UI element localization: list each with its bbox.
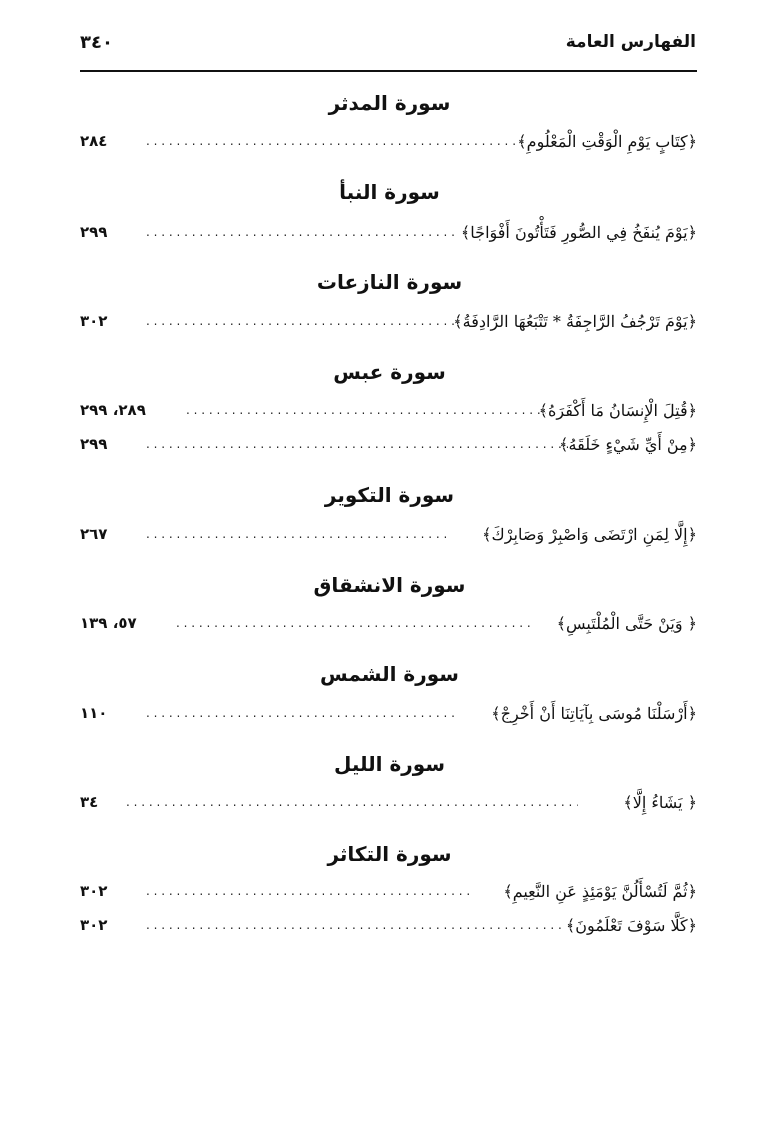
- verse-text: ﴿ يَشَاءُ إِلَّا﴾: [623, 793, 697, 812]
- index-entry: [80, 702, 697, 730]
- index-entry: [80, 791, 697, 819]
- index-entry: [80, 612, 697, 640]
- page-reference: ٢٨٤: [80, 132, 108, 150]
- index-entry: [80, 399, 697, 427]
- surah-title: سورة الشمس: [320, 662, 459, 686]
- dot-leader: [126, 791, 578, 815]
- dot-leader: [176, 612, 532, 636]
- verse-text: ﴿مِنْ أَيِّ شَيْءٍ خَلَقَهُ﴾: [559, 435, 697, 454]
- dot-leader: [146, 914, 562, 938]
- dot-leader: [146, 880, 470, 904]
- page-reference: ٣٠٢: [80, 312, 108, 330]
- index-entry: [80, 523, 697, 551]
- verse-text: ﴿ وَيَنْ حَتَّى الْمُلْتَبِسِ﴾: [556, 614, 697, 633]
- dot-leader: [146, 310, 456, 334]
- page-reference: ٣٤: [80, 793, 99, 811]
- dot-leader: [146, 433, 568, 457]
- surah-title: سورة التكوير: [324, 483, 455, 507]
- page-reference: ٣٠٢: [80, 882, 108, 900]
- index-entry: [80, 221, 697, 249]
- verse-text: ﴿ثُمَّ لَتُسْأَلُنَّ يَوْمَئِذٍ عَنِ النَّعِيمِ﴾: [503, 882, 697, 901]
- index-entry: [80, 914, 697, 942]
- page-reference: ٢٨٩، ٢٩٩: [80, 401, 146, 419]
- verse-text: ﴿يَوْمَ تَرْجُفُ الرَّاجِفَةُ * تَتْبَعُهَا الرَّادِفَةُ﴾: [453, 312, 697, 331]
- verse-text: ﴿كِتَابٍ يَوْمِ الْوَقْتِ الْمَعْلُومِ﴾: [517, 132, 697, 151]
- page-reference: ٢٩٩: [80, 223, 108, 241]
- surah-title: سورة النازعات: [316, 270, 463, 294]
- page-reference: ٢٦٧: [80, 525, 108, 543]
- page-number: ٣٤٠: [80, 32, 113, 53]
- verse-text: ﴿يَوْمَ يُنفَخُ فِي الصُّورِ فَتَأْتُونَ أَفْوَاجًا﴾: [460, 223, 697, 242]
- page-reference: ٣٠٢: [80, 916, 108, 934]
- verse-text: ﴿قُتِلَ الْإِنسَانُ مَا أَكْفَرَهُ﴾: [538, 401, 697, 420]
- verse-text: ﴿كَلَّا سَوْفَ تَعْلَمُونَ﴾: [565, 916, 697, 935]
- dot-leader: [146, 130, 520, 154]
- dot-leader: [146, 221, 456, 245]
- surah-title: سورة الانشقاق: [313, 573, 466, 597]
- surah-title: سورة التكاثر: [327, 842, 452, 866]
- running-header: [80, 28, 696, 62]
- surah-title: سورة النبأ: [339, 180, 440, 204]
- surah-title: سورة الليل: [333, 752, 446, 776]
- header-rule: [80, 70, 697, 72]
- index-entry: [80, 433, 697, 461]
- dot-leader: [146, 523, 446, 547]
- index-entry: [80, 310, 697, 338]
- page-reference: ٢٩٩: [80, 435, 108, 453]
- surah-title: سورة عبس: [333, 360, 446, 384]
- page-reference: ٥٧، ١٣٩: [80, 614, 137, 632]
- running-title: الفهارس العامة: [565, 32, 696, 52]
- verse-text: ﴿إِلَّا لِمَنِ ارْتَضَى وَاصْبِرْ وَصَابِرْكَ﴾: [482, 525, 697, 544]
- dot-leader: [146, 702, 460, 726]
- surah-title: سورة المدثر: [328, 91, 451, 115]
- dot-leader: [186, 399, 546, 423]
- index-entry: [80, 130, 697, 158]
- page-reference: ١١٠: [80, 704, 108, 722]
- index-entry: [80, 880, 697, 908]
- verse-text: ﴿أَرْسَلْنَا مُوسَى بِآيَاتِنَا أَنْ أَخْرِجْ﴾: [491, 704, 697, 723]
